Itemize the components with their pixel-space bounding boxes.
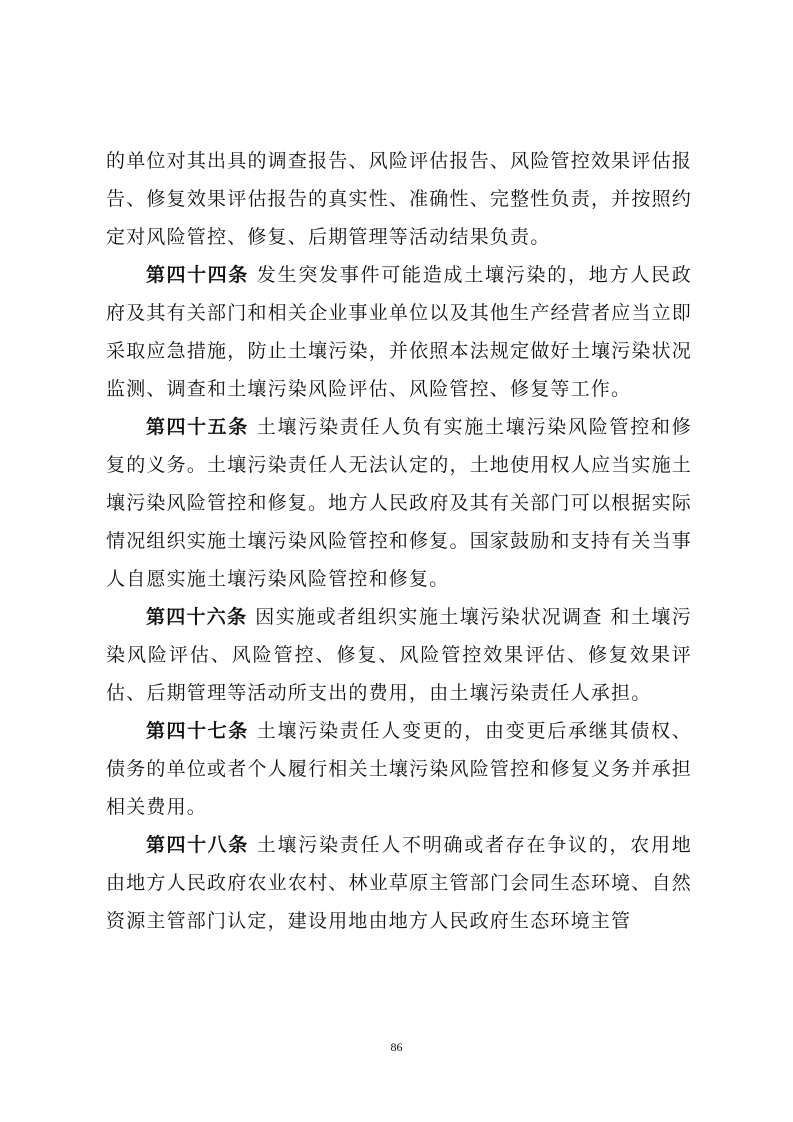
article-46	[106, 598, 692, 712]
article-47	[106, 712, 692, 826]
article-text: 土壤污染责任人负有实施土壤污染风险管控和修复的义务。土壤污染责任人无法认定的，土地使用权人应当实施土壤污染风险管控和修复。地方人民政府及其有关部门可以根据实际情况组织实施土壤污染风险管控和修复。国家鼓励和支持有关当事人自愿实施土壤污染风险管控和修复。	[106, 416, 692, 590]
article-text: 发生突发事件可能造成土壤污染的，地方人民政府及其有关部门和相关企业事业单位以及其他生产经营者应当立即采取应急措施，防止土壤污染，并依照本法规定做好土壤污染状况监测、调查和土壤污染风险评估、风险管控、修复等工作。	[106, 264, 692, 400]
article-text: 土壤污染责任人不明确或者存在争议的，农用地由地方人民政府农业农村、林业草原主管部门会同生态环境、自然资源主管部门认定，建设用地由地方人民政府生态环境主管	[106, 834, 692, 932]
document-body	[106, 142, 692, 940]
article-44	[106, 256, 692, 408]
article-number: 第四十四条	[146, 264, 249, 286]
article-number: 第四十六条	[146, 606, 248, 628]
article-text: 土壤污染责任人变更的，由变更后承继其债权、债务的单位或者个人履行相关土壤污染风险管控和修复义务并承担相关费用。	[106, 720, 692, 818]
page-number: 86	[390, 1040, 403, 1054]
article-number: 第四十五条	[146, 416, 249, 438]
article-number: 第四十八条	[146, 834, 249, 856]
article-number: 第四十七条	[146, 720, 249, 742]
paragraph-continuation: 的单位对其出具的调查报告、风险评估报告、风险管控效果评估报告、修复效果评估报告的真实性、准确性、完整性负责，并按照约定对风险管控、修复、后期管理等活动结果负责。	[106, 150, 692, 248]
article-45	[106, 408, 692, 598]
article-text: 因实施或者组织实施土壤污染状况调查 和土壤污染风险评估、风险管控、修复、风险管控效果评估、修复效果评估、后期管理等活动所支出的费用，由土壤污染责任人承担。	[106, 606, 692, 704]
article-48	[106, 826, 692, 940]
